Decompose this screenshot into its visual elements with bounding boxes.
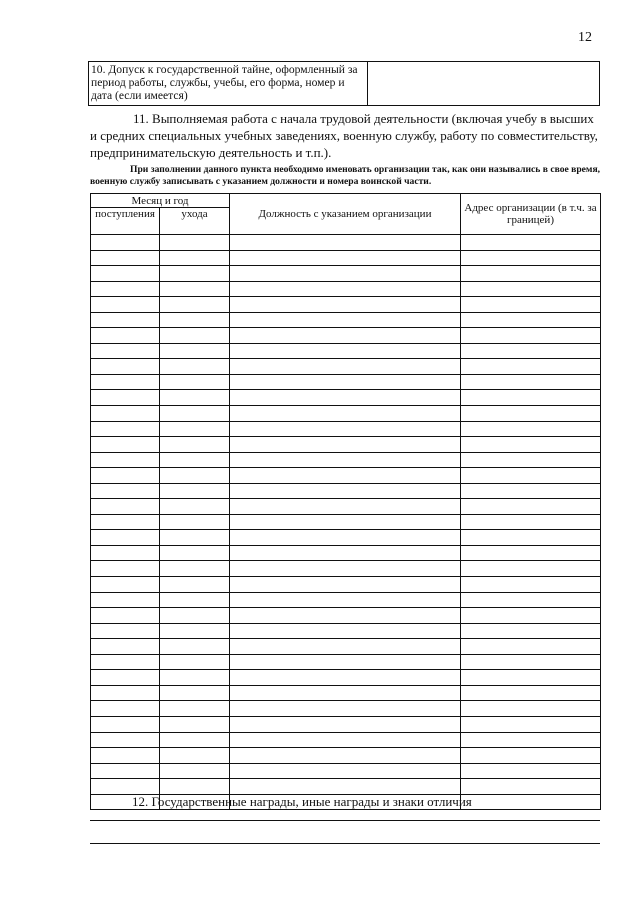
cell-address[interactable] bbox=[461, 437, 601, 453]
cell-address[interactable] bbox=[461, 390, 601, 406]
cell-position[interactable] bbox=[230, 266, 461, 282]
cell-position[interactable] bbox=[230, 685, 461, 701]
table-row bbox=[91, 763, 601, 779]
cell-end[interactable] bbox=[160, 716, 230, 732]
cell-start[interactable] bbox=[91, 297, 160, 313]
cell-address[interactable] bbox=[461, 499, 601, 515]
cell-start[interactable] bbox=[91, 561, 160, 577]
header-end: ухода bbox=[160, 208, 230, 235]
cell-end[interactable] bbox=[160, 545, 230, 561]
table-row bbox=[91, 530, 601, 546]
cell-address[interactable] bbox=[461, 514, 601, 530]
cell-start[interactable] bbox=[91, 437, 160, 453]
cell-start[interactable] bbox=[91, 483, 160, 499]
cell-position[interactable] bbox=[230, 421, 461, 437]
cell-start[interactable] bbox=[91, 530, 160, 546]
section10-label: 10. Допуск к государственной тайне, оформленный за период работы, службы, учебы, его форма, номер и дата (если имеется) bbox=[89, 62, 368, 105]
table-row bbox=[91, 608, 601, 624]
cell-start[interactable] bbox=[91, 514, 160, 530]
cell-address[interactable] bbox=[461, 250, 601, 266]
cell-start[interactable] bbox=[91, 312, 160, 328]
cell-address[interactable] bbox=[461, 359, 601, 375]
table-row bbox=[91, 654, 601, 670]
cell-end[interactable] bbox=[160, 685, 230, 701]
cell-end[interactable] bbox=[160, 608, 230, 624]
page-number: 12 bbox=[578, 30, 592, 45]
cell-end[interactable] bbox=[160, 421, 230, 437]
cell-position[interactable] bbox=[230, 406, 461, 422]
table-row bbox=[91, 343, 601, 359]
cell-end[interactable] bbox=[160, 250, 230, 266]
cell-position[interactable] bbox=[230, 779, 461, 795]
cell-end[interactable] bbox=[160, 328, 230, 344]
cell-position[interactable] bbox=[230, 312, 461, 328]
table-row bbox=[91, 748, 601, 764]
cell-start[interactable] bbox=[91, 577, 160, 593]
cell-start[interactable] bbox=[91, 716, 160, 732]
cell-position[interactable] bbox=[230, 716, 461, 732]
cell-position[interactable] bbox=[230, 577, 461, 593]
table-row bbox=[91, 390, 601, 406]
table-row bbox=[91, 577, 601, 593]
cell-position[interactable] bbox=[230, 235, 461, 251]
header-start: поступления bbox=[91, 208, 160, 235]
table-row bbox=[91, 297, 601, 313]
header-month-year: Месяц и год bbox=[91, 194, 230, 208]
table-row bbox=[91, 732, 601, 748]
cell-position[interactable] bbox=[230, 359, 461, 375]
table-row bbox=[91, 250, 601, 266]
table-row bbox=[91, 701, 601, 717]
cell-address[interactable] bbox=[461, 374, 601, 390]
cell-start[interactable] bbox=[91, 732, 160, 748]
table-row bbox=[91, 359, 601, 375]
cell-end[interactable] bbox=[160, 499, 230, 515]
cell-position[interactable] bbox=[230, 639, 461, 655]
table-row bbox=[91, 281, 601, 297]
cell-start[interactable] bbox=[91, 374, 160, 390]
cell-start[interactable] bbox=[91, 685, 160, 701]
cell-address[interactable] bbox=[461, 654, 601, 670]
table-row bbox=[91, 374, 601, 390]
cell-start[interactable] bbox=[91, 592, 160, 608]
section12-line-2[interactable] bbox=[90, 843, 600, 844]
table-row bbox=[91, 670, 601, 686]
section10-value-field[interactable] bbox=[368, 62, 599, 105]
cell-position[interactable] bbox=[230, 545, 461, 561]
cell-address[interactable] bbox=[461, 685, 601, 701]
cell-position[interactable] bbox=[230, 732, 461, 748]
cell-start[interactable] bbox=[91, 343, 160, 359]
cell-address[interactable] bbox=[461, 266, 601, 282]
cell-address[interactable] bbox=[461, 577, 601, 593]
cell-address[interactable] bbox=[461, 623, 601, 639]
table-row bbox=[91, 328, 601, 344]
cell-address[interactable] bbox=[461, 670, 601, 686]
cell-address[interactable] bbox=[461, 297, 601, 313]
section11-heading: 11. Выполняемая работа с начала трудовой деятельности (включая учебу в высших и средних специальных учебных заведениях, военную службу, работу по совместительству, предпринимательскую деятельность и т.п.). bbox=[90, 111, 598, 160]
cell-start[interactable] bbox=[91, 328, 160, 344]
cell-position[interactable] bbox=[230, 670, 461, 686]
table-row bbox=[91, 685, 601, 701]
cell-position[interactable] bbox=[230, 608, 461, 624]
cell-address[interactable] bbox=[461, 732, 601, 748]
table-row bbox=[91, 483, 601, 499]
cell-end[interactable] bbox=[160, 592, 230, 608]
cell-start[interactable] bbox=[91, 670, 160, 686]
cell-address[interactable] bbox=[461, 235, 601, 251]
cell-end[interactable] bbox=[160, 297, 230, 313]
cell-address[interactable] bbox=[461, 545, 601, 561]
cell-end[interactable] bbox=[160, 639, 230, 655]
cell-position[interactable] bbox=[230, 654, 461, 670]
cell-address[interactable] bbox=[461, 608, 601, 624]
cell-end[interactable] bbox=[160, 235, 230, 251]
cell-position[interactable] bbox=[230, 483, 461, 499]
cell-end[interactable] bbox=[160, 732, 230, 748]
cell-address[interactable] bbox=[461, 468, 601, 484]
cell-address[interactable] bbox=[461, 312, 601, 328]
cell-address[interactable] bbox=[461, 592, 601, 608]
table-row bbox=[91, 452, 601, 468]
cell-start[interactable] bbox=[91, 421, 160, 437]
cell-end[interactable] bbox=[160, 623, 230, 639]
table-row bbox=[91, 406, 601, 422]
cell-start[interactable] bbox=[91, 654, 160, 670]
cell-position[interactable] bbox=[230, 499, 461, 515]
cell-address[interactable] bbox=[461, 794, 601, 810]
cell-end[interactable] bbox=[160, 701, 230, 717]
cell-position[interactable] bbox=[230, 452, 461, 468]
cell-end[interactable] bbox=[160, 312, 230, 328]
cell-end[interactable] bbox=[160, 530, 230, 546]
section11-note: При заполнении данного пункта необходимо именовать организации так, как они назывались в свое время, военную службу записывать с указанием должности и номера воинской части. bbox=[90, 164, 601, 187]
cell-address[interactable] bbox=[461, 281, 601, 297]
cell-position[interactable] bbox=[230, 748, 461, 764]
table-row bbox=[91, 514, 601, 530]
cell-end[interactable] bbox=[160, 561, 230, 577]
header-address: Адрес организации (в т.ч. за границей) bbox=[461, 194, 601, 235]
cell-end[interactable] bbox=[160, 514, 230, 530]
cell-address[interactable] bbox=[461, 639, 601, 655]
cell-position[interactable] bbox=[230, 514, 461, 530]
cell-address[interactable] bbox=[461, 561, 601, 577]
cell-start[interactable] bbox=[91, 499, 160, 515]
cell-position[interactable] bbox=[230, 701, 461, 717]
cell-position[interactable] bbox=[230, 561, 461, 577]
cell-position[interactable] bbox=[230, 374, 461, 390]
cell-address[interactable] bbox=[461, 343, 601, 359]
cell-start[interactable] bbox=[91, 266, 160, 282]
cell-position[interactable] bbox=[230, 437, 461, 453]
cell-end[interactable] bbox=[160, 266, 230, 282]
table-row bbox=[91, 716, 601, 732]
section12-line-1[interactable] bbox=[90, 820, 600, 821]
section12-heading: 12. Государственные награды, иные награды и знаки отличия bbox=[132, 794, 472, 809]
header-position: Должность с указанием организации bbox=[230, 194, 461, 235]
cell-start[interactable] bbox=[91, 468, 160, 484]
cell-start[interactable] bbox=[91, 608, 160, 624]
cell-position[interactable] bbox=[230, 297, 461, 313]
cell-position[interactable] bbox=[230, 592, 461, 608]
table-row bbox=[91, 437, 601, 453]
cell-start[interactable] bbox=[91, 779, 160, 795]
table-row bbox=[91, 779, 601, 795]
cell-address[interactable] bbox=[461, 328, 601, 344]
cell-position[interactable] bbox=[230, 468, 461, 484]
cell-start[interactable] bbox=[91, 250, 160, 266]
table-row bbox=[91, 421, 601, 437]
cell-position[interactable] bbox=[230, 343, 461, 359]
cell-start[interactable] bbox=[91, 748, 160, 764]
cell-end[interactable] bbox=[160, 390, 230, 406]
cell-end[interactable] bbox=[160, 281, 230, 297]
cell-position[interactable] bbox=[230, 763, 461, 779]
cell-address[interactable] bbox=[461, 701, 601, 717]
table-row bbox=[91, 592, 601, 608]
table-row bbox=[91, 623, 601, 639]
cell-start[interactable] bbox=[91, 390, 160, 406]
cell-end[interactable] bbox=[160, 577, 230, 593]
cell-start[interactable] bbox=[91, 639, 160, 655]
cell-end[interactable] bbox=[160, 406, 230, 422]
cell-end[interactable] bbox=[160, 437, 230, 453]
cell-start[interactable] bbox=[91, 406, 160, 422]
cell-start[interactable] bbox=[91, 359, 160, 375]
cell-address[interactable] bbox=[461, 483, 601, 499]
cell-start[interactable] bbox=[91, 701, 160, 717]
cell-end[interactable] bbox=[160, 763, 230, 779]
table-row bbox=[91, 312, 601, 328]
cell-end[interactable] bbox=[160, 343, 230, 359]
table-row bbox=[91, 545, 601, 561]
cell-address[interactable] bbox=[461, 763, 601, 779]
cell-end[interactable] bbox=[160, 654, 230, 670]
cell-end[interactable] bbox=[160, 748, 230, 764]
cell-address[interactable] bbox=[461, 452, 601, 468]
cell-position[interactable] bbox=[230, 328, 461, 344]
cell-start[interactable] bbox=[91, 763, 160, 779]
cell-position[interactable] bbox=[230, 623, 461, 639]
cell-end[interactable] bbox=[160, 452, 230, 468]
cell-position[interactable] bbox=[230, 390, 461, 406]
cell-start[interactable] bbox=[91, 545, 160, 561]
cell-start[interactable] bbox=[91, 452, 160, 468]
cell-end[interactable] bbox=[160, 483, 230, 499]
cell-address[interactable] bbox=[461, 421, 601, 437]
cell-start[interactable] bbox=[91, 623, 160, 639]
cell-end[interactable] bbox=[160, 779, 230, 795]
cell-address[interactable] bbox=[461, 748, 601, 764]
cell-start[interactable] bbox=[91, 281, 160, 297]
cell-address[interactable] bbox=[461, 530, 601, 546]
cell-end[interactable] bbox=[160, 374, 230, 390]
work-table-body bbox=[91, 235, 601, 810]
cell-end[interactable] bbox=[160, 468, 230, 484]
cell-address[interactable] bbox=[461, 779, 601, 795]
cell-position[interactable] bbox=[230, 530, 461, 546]
table-row bbox=[91, 639, 601, 655]
table-row bbox=[91, 499, 601, 515]
cell-end[interactable] bbox=[160, 359, 230, 375]
work-history-table bbox=[90, 193, 601, 810]
table-row bbox=[91, 235, 601, 251]
cell-address[interactable] bbox=[461, 716, 601, 732]
cell-position[interactable] bbox=[230, 250, 461, 266]
cell-start[interactable] bbox=[91, 235, 160, 251]
table-row bbox=[91, 468, 601, 484]
cell-end[interactable] bbox=[160, 670, 230, 686]
cell-address[interactable] bbox=[461, 406, 601, 422]
cell-position[interactable] bbox=[230, 281, 461, 297]
table-row bbox=[91, 266, 601, 282]
section10-box bbox=[88, 61, 600, 106]
table-row bbox=[91, 561, 601, 577]
